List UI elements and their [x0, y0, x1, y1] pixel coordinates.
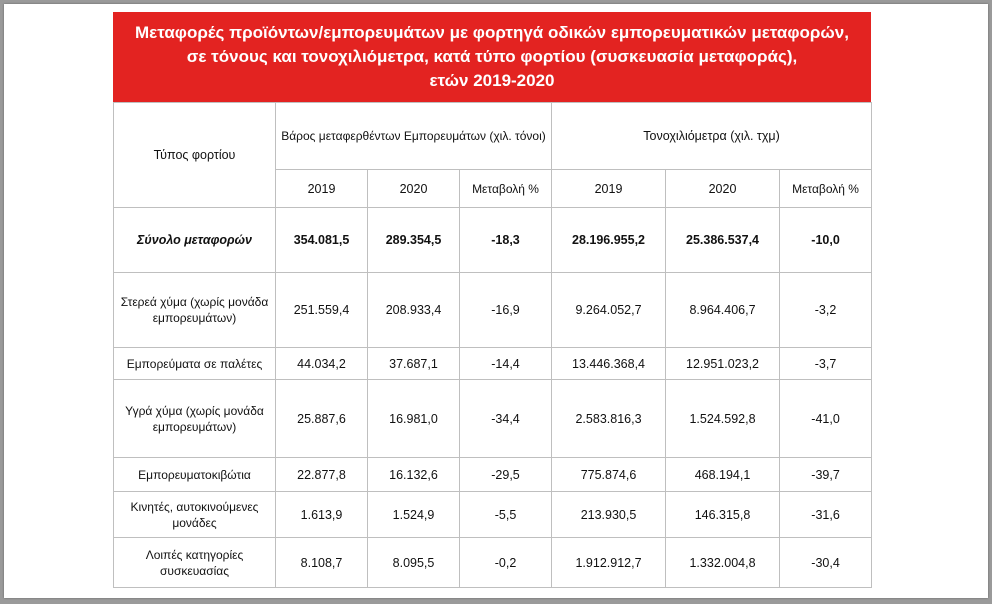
- cell-tkm-2020: 1.332.004,8: [666, 538, 780, 588]
- cell-tkm-2020: 12.951.023,2: [666, 348, 780, 380]
- cell-tkm-2019: 13.446.368,4: [552, 348, 666, 380]
- cell-weight-2019: 22.877,8: [276, 458, 368, 492]
- cell-tkm-2020: 468.194,1: [666, 458, 780, 492]
- cell-weight-2020: 16.132,6: [368, 458, 460, 492]
- cell-weight-2019: 25.887,6: [276, 380, 368, 458]
- cell-tkm-change: -10,0: [780, 208, 872, 273]
- cell-weight-2020: 208.933,4: [368, 273, 460, 348]
- cell-weight-change: -34,4: [460, 380, 552, 458]
- cell-tkm-change: -30,4: [780, 538, 872, 588]
- cell-weight-change: -16,9: [460, 273, 552, 348]
- row-label: Εμπορευματοκιβώτια: [114, 458, 276, 492]
- cell-tkm-2019: 775.874,6: [552, 458, 666, 492]
- cell-tkm-2019: 28.196.955,2: [552, 208, 666, 273]
- cell-weight-change: -18,3: [460, 208, 552, 273]
- cell-weight-2019: 44.034,2: [276, 348, 368, 380]
- header-weight-change: Μεταβολή %: [460, 170, 552, 208]
- table-row: [114, 380, 872, 458]
- row-label: Κινητές, αυτοκινούμενες μονάδες: [114, 492, 276, 538]
- header-tkm-change: Μεταβολή %: [780, 170, 872, 208]
- table-row: [114, 273, 872, 348]
- table-row: [114, 458, 872, 492]
- table-row: [114, 492, 872, 538]
- cell-tkm-change: -41,0: [780, 380, 872, 458]
- cell-tkm-change: -31,6: [780, 492, 872, 538]
- cell-tkm-2019: 9.264.052,7: [552, 273, 666, 348]
- table-row-total: [114, 208, 872, 273]
- cell-tkm-2019: 1.912.912,7: [552, 538, 666, 588]
- cell-tkm-change: -39,7: [780, 458, 872, 492]
- cell-weight-2020: 289.354,5: [368, 208, 460, 273]
- row-label: Εμπορεύματα σε παλέτες: [114, 348, 276, 380]
- cell-tkm-2020: 8.964.406,7: [666, 273, 780, 348]
- title-line-2: σε τόνους και τονοχιλιόμετρα, κατά τύπο φορτίου (συσκευασία μεταφοράς),: [186, 47, 798, 66]
- statistics-table: [113, 102, 872, 588]
- cell-weight-2019: 354.081,5: [276, 208, 368, 273]
- table-row: [114, 538, 872, 588]
- cell-weight-change: -14,4: [460, 348, 552, 380]
- cell-tkm-change: -3,2: [780, 273, 872, 348]
- row-label: Υγρά χύμα (χωρίς μονάδα εμπορευμάτων): [114, 380, 276, 458]
- header-tkm-2020: 2020: [666, 170, 780, 208]
- header-weight-group: Βάρος μεταφερθέντων Εμπορευμάτων (χιλ. τόνοι): [276, 103, 552, 170]
- cell-tkm-2020: 1.524.592,8: [666, 380, 780, 458]
- header-weight-2019: 2019: [276, 170, 368, 208]
- table-header: [114, 103, 872, 208]
- cell-tkm-change: -3,7: [780, 348, 872, 380]
- header-tkm-2019: 2019: [552, 170, 666, 208]
- cell-weight-2019: 8.108,7: [276, 538, 368, 588]
- cell-weight-2019: 251.559,4: [276, 273, 368, 348]
- table-title-banner: [113, 12, 871, 102]
- cell-tkm-2020: 146.315,8: [666, 492, 780, 538]
- title-line-3: ετών 2019-2020: [429, 71, 555, 90]
- table-row: [114, 348, 872, 380]
- table-body: [114, 208, 872, 588]
- cell-tkm-2019: 213.930,5: [552, 492, 666, 538]
- row-label: Λοιπές κατηγορίες συσκευασίας: [114, 538, 276, 588]
- cell-weight-2019: 1.613,9: [276, 492, 368, 538]
- cell-weight-2020: 16.981,0: [368, 380, 460, 458]
- cell-weight-2020: 37.687,1: [368, 348, 460, 380]
- header-weight-2020: 2020: [368, 170, 460, 208]
- cell-weight-change: -29,5: [460, 458, 552, 492]
- cell-tkm-2019: 2.583.816,3: [552, 380, 666, 458]
- title-line-1: Μεταφορές προϊόντων/εμπορευμάτων με φορτηγά οδικών εμπορευματικών μεταφορών,: [135, 23, 849, 42]
- cell-tkm-2020: 25.386.537,4: [666, 208, 780, 273]
- cell-weight-change: -0,2: [460, 538, 552, 588]
- row-label: Σύνολο μεταφορών: [114, 208, 276, 273]
- header-cargo-type: Τύπος φορτίου: [114, 103, 276, 208]
- cell-weight-2020: 1.524,9: [368, 492, 460, 538]
- cell-weight-change: -5,5: [460, 492, 552, 538]
- row-label: Στερεά χύμα (χωρίς μονάδα εμπορευμάτων): [114, 273, 276, 348]
- cell-weight-2020: 8.095,5: [368, 538, 460, 588]
- header-tkm-group: Τονοχιλιόμετρα (χιλ. τχμ): [552, 103, 872, 170]
